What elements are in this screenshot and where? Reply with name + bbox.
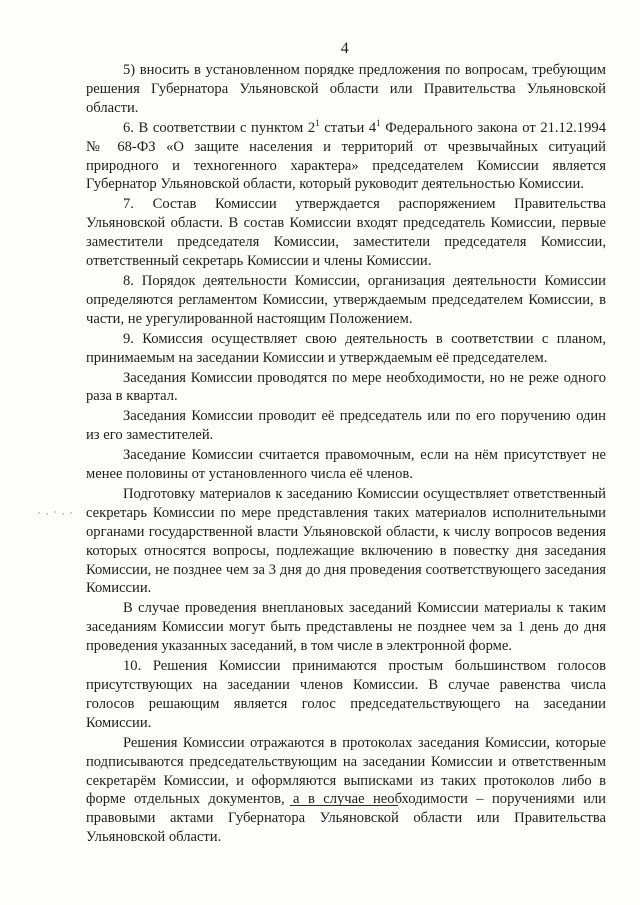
- paragraph-10-protocols: Решения Комиссии отражаются в протоколах заседания Комиссии, которые подписываются председательствующим на заседании Комиссии и ответственным секретарём Комиссии, и оформляются выписками из таких протоколов либо в форме отдельных документов, а в случае необходимости – поручениями или правовыми актами Губернатора Ульяновской области или Правительства Ульяновской области.: [86, 734, 606, 846]
- paragraph-9-unscheduled: В случае проведения внеплановых заседаний Комиссии материалы к таким заседаниям Комиссии могут быть представлены не позднее чем за 1 день до дня проведения указанных заседаний, в том числе в электронной форме.: [86, 600, 606, 655]
- paragraph-6-text-1: 6. В соответствии с пунктом 2: [123, 119, 316, 136]
- paragraph-5: 5) вносить в установленном порядке предложения по вопросам, требующим решения Губернатора Ульяновской области или Правительства Ульяновской области.: [86, 62, 606, 116]
- paragraph-9-materials: Подготовку материалов к заседанию Комиссии осуществляет ответственный секретарь Комиссии по мере представления таких материалов исполнительными органами государственной власти Ульяновской области, к числу вопросов ведения которых относятся вопросы, подлежащие включению в повестку дня заседания Комиссии, не позднее чем за 3 дня до дня проведения соответствующего заседания Комиссии.: [86, 485, 606, 597]
- paragraph-8: 8. Порядок деятельности Комиссии, организация деятельности Комиссии определяются регламентом Комиссии, утверждаемым председателем Комиссии, в части, не урегулированной настоящим Положением.: [86, 272, 606, 327]
- paragraph-6-text-3: Федерального закона от 21.12.1994 № 68-ФЗ «О защите населения и территорий от чрезвычайных ситуаций природного и техногенного характера» председателем Комиссии является Губернатор Ульяновской области, который руководит деятельностью Комиссии.: [86, 119, 606, 193]
- margin-scan-marks: [38, 510, 78, 516]
- document-body: [86, 61, 606, 847]
- paragraph-10: 10. Решения Комиссии принимаются простым большинством голосов присутствующих на заседании членов Комиссии. В случае равенства числа голосов решающим является голос председательствующего на заседании Комиссии.: [86, 658, 606, 731]
- paragraph-9-meetings-frequency: Заседания Комиссии проводятся по мере необходимости, но не реже одного раза в квартал.: [86, 369, 606, 405]
- paragraph-6: [86, 119, 606, 195]
- paragraph-9-meetings-chair: Заседания Комиссии проводит её председатель или по его поручению один из его заместителей.: [86, 408, 606, 444]
- paragraph-7: 7. Состав Комиссии утверждается распоряжением Правительства Ульяновской области. В состав Комиссии входят председатель Комиссии, первые заместители председателя Комиссии, заместители председателя Комиссии, ответственный секретарь Комиссии и члены Комиссии.: [86, 196, 606, 270]
- paragraph-9-quorum: Заседание Комиссии считается правомочным, если на нём присутствует не менее половины от установленного числа её членов.: [86, 447, 606, 483]
- paragraph-6-text-2: статьи 4: [319, 119, 377, 136]
- page-number: 4: [340, 40, 350, 57]
- end-divider-line: [290, 805, 398, 806]
- paragraph-9: 9. Комиссия осуществляет свою деятельность в соответствии с планом, принимаемым на заседании Комиссии и утверждаемым её председателем.: [86, 330, 606, 366]
- paragraph-6-superscript-1: 1: [315, 117, 320, 128]
- paragraph-6-superscript-2: 1: [376, 117, 381, 128]
